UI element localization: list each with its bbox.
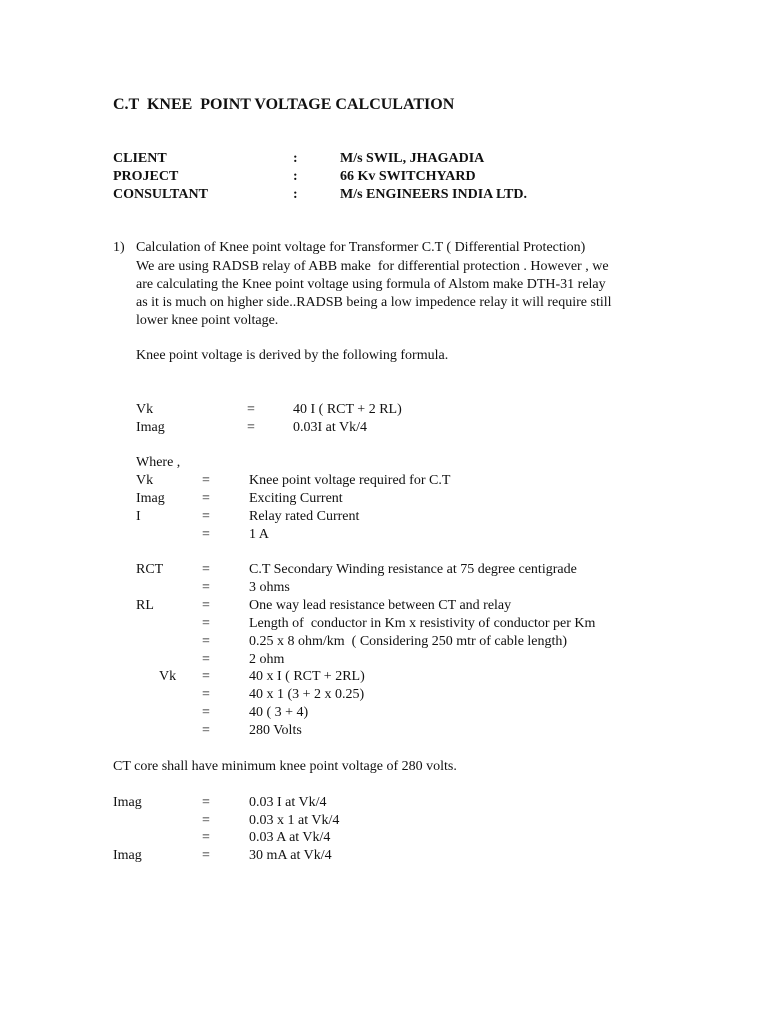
- calc-eq: =: [202, 616, 210, 631]
- calc-rhs: One way lead resistance between CT and relay: [249, 598, 512, 613]
- calc-rhs: 0.25 x 8 ohm/km ( Considering 250 mtr of cable length): [249, 634, 568, 649]
- def-lhs: Imag: [136, 491, 165, 506]
- imag-lhs: Imag: [113, 795, 142, 810]
- formula-eq: =: [247, 402, 255, 417]
- calc-eq: =: [202, 562, 210, 577]
- calc-rhs: 2 ohm: [249, 652, 285, 667]
- conclusion-text: CT core shall have minimum knee point voltage of 280 volts.: [113, 759, 457, 774]
- section-number: 1): [113, 240, 125, 255]
- imag-eq: =: [202, 813, 210, 828]
- calc-eq: =: [202, 580, 210, 595]
- calc-rhs: 3 ohms: [249, 580, 290, 595]
- def-rhs: Exciting Current: [249, 491, 343, 506]
- calc-eq: =: [202, 705, 210, 720]
- project-sep: :: [293, 169, 298, 184]
- client-label: CLIENT: [113, 151, 167, 166]
- calc-lhs: Vk: [159, 669, 177, 684]
- imag-eq: =: [202, 830, 210, 845]
- formula-rhs: 40 I ( RCT + 2 RL): [293, 402, 402, 417]
- def-lhs: I: [136, 509, 141, 524]
- calc-lhs: RL: [136, 598, 154, 613]
- imag-rhs: 0.03 I at Vk/4: [249, 795, 327, 810]
- calc-eq: =: [202, 669, 210, 684]
- def-rhs: 1 A: [249, 527, 269, 542]
- consultant-value: M/s ENGINEERS INDIA LTD.: [340, 187, 527, 202]
- calc-rhs: 40 x I ( RCT + 2RL): [249, 669, 365, 684]
- calc-eq: =: [202, 634, 210, 649]
- page-title: C.T KNEE POINT VOLTAGE CALCULATION: [113, 96, 455, 113]
- formula-eq: =: [247, 420, 255, 435]
- calc-eq: =: [202, 723, 210, 738]
- calc-eq: =: [202, 687, 210, 702]
- calc-rhs: Length of conductor in Km x resistivity of conductor per Km: [249, 616, 596, 631]
- imag-rhs: 0.03 A at Vk/4: [249, 830, 331, 845]
- consultant-label: CONSULTANT: [113, 187, 208, 202]
- calc-eq: =: [202, 652, 210, 667]
- calc-eq: =: [202, 598, 210, 613]
- imag-eq: =: [202, 795, 210, 810]
- formula-rhs: 0.03I at Vk/4: [293, 420, 368, 435]
- def-rhs: Knee point voltage required for C.T: [249, 473, 451, 488]
- imag-eq: =: [202, 848, 210, 863]
- imag-rhs: 30 mA at Vk/4: [249, 848, 332, 863]
- where-label: Where ,: [136, 455, 181, 470]
- def-eq: =: [202, 527, 210, 542]
- section-heading: Calculation of Knee point voltage for Transformer C.T ( Differential Protection): [136, 240, 586, 255]
- calc-lhs: RCT: [136, 562, 164, 577]
- calc-rhs: 280 Volts: [249, 723, 302, 738]
- imag-rhs: 0.03 x 1 at Vk/4: [249, 813, 340, 828]
- imag-lhs: Imag: [113, 848, 142, 863]
- project-value: 66 Kv SWITCHYARD: [340, 169, 476, 184]
- project-label: PROJECT: [113, 169, 179, 184]
- def-eq: =: [202, 491, 210, 506]
- def-lhs: Vk: [136, 473, 154, 488]
- paragraph-line: We are using RADSB relay of ABB make for differential protection . However , we: [136, 259, 609, 274]
- formula-lhs: Vk: [136, 402, 154, 417]
- def-rhs: Relay rated Current: [249, 509, 360, 524]
- client-sep: :: [293, 151, 298, 166]
- paragraph-line: are calculating the Knee point voltage using formula of Alstom make DTH-31 relay: [136, 277, 606, 292]
- calc-rhs: 40 x 1 (3 + 2 x 0.25): [249, 687, 365, 702]
- paragraph-line: as it is much on higher side..RADSB being a low impedence relay it will require still: [136, 295, 612, 310]
- def-eq: =: [202, 473, 210, 488]
- formula-intro: Knee point voltage is derived by the following formula.: [136, 348, 449, 363]
- calc-rhs: 40 ( 3 + 4): [249, 705, 309, 720]
- formula-lhs: Imag: [136, 420, 165, 435]
- calc-rhs: C.T Secondary Winding resistance at 75 degree centigrade: [249, 562, 577, 577]
- consultant-sep: :: [293, 187, 298, 202]
- def-eq: =: [202, 509, 210, 524]
- paragraph-line: lower knee point voltage.: [136, 313, 279, 328]
- client-value: M/s SWIL, JHAGADIA: [340, 151, 485, 166]
